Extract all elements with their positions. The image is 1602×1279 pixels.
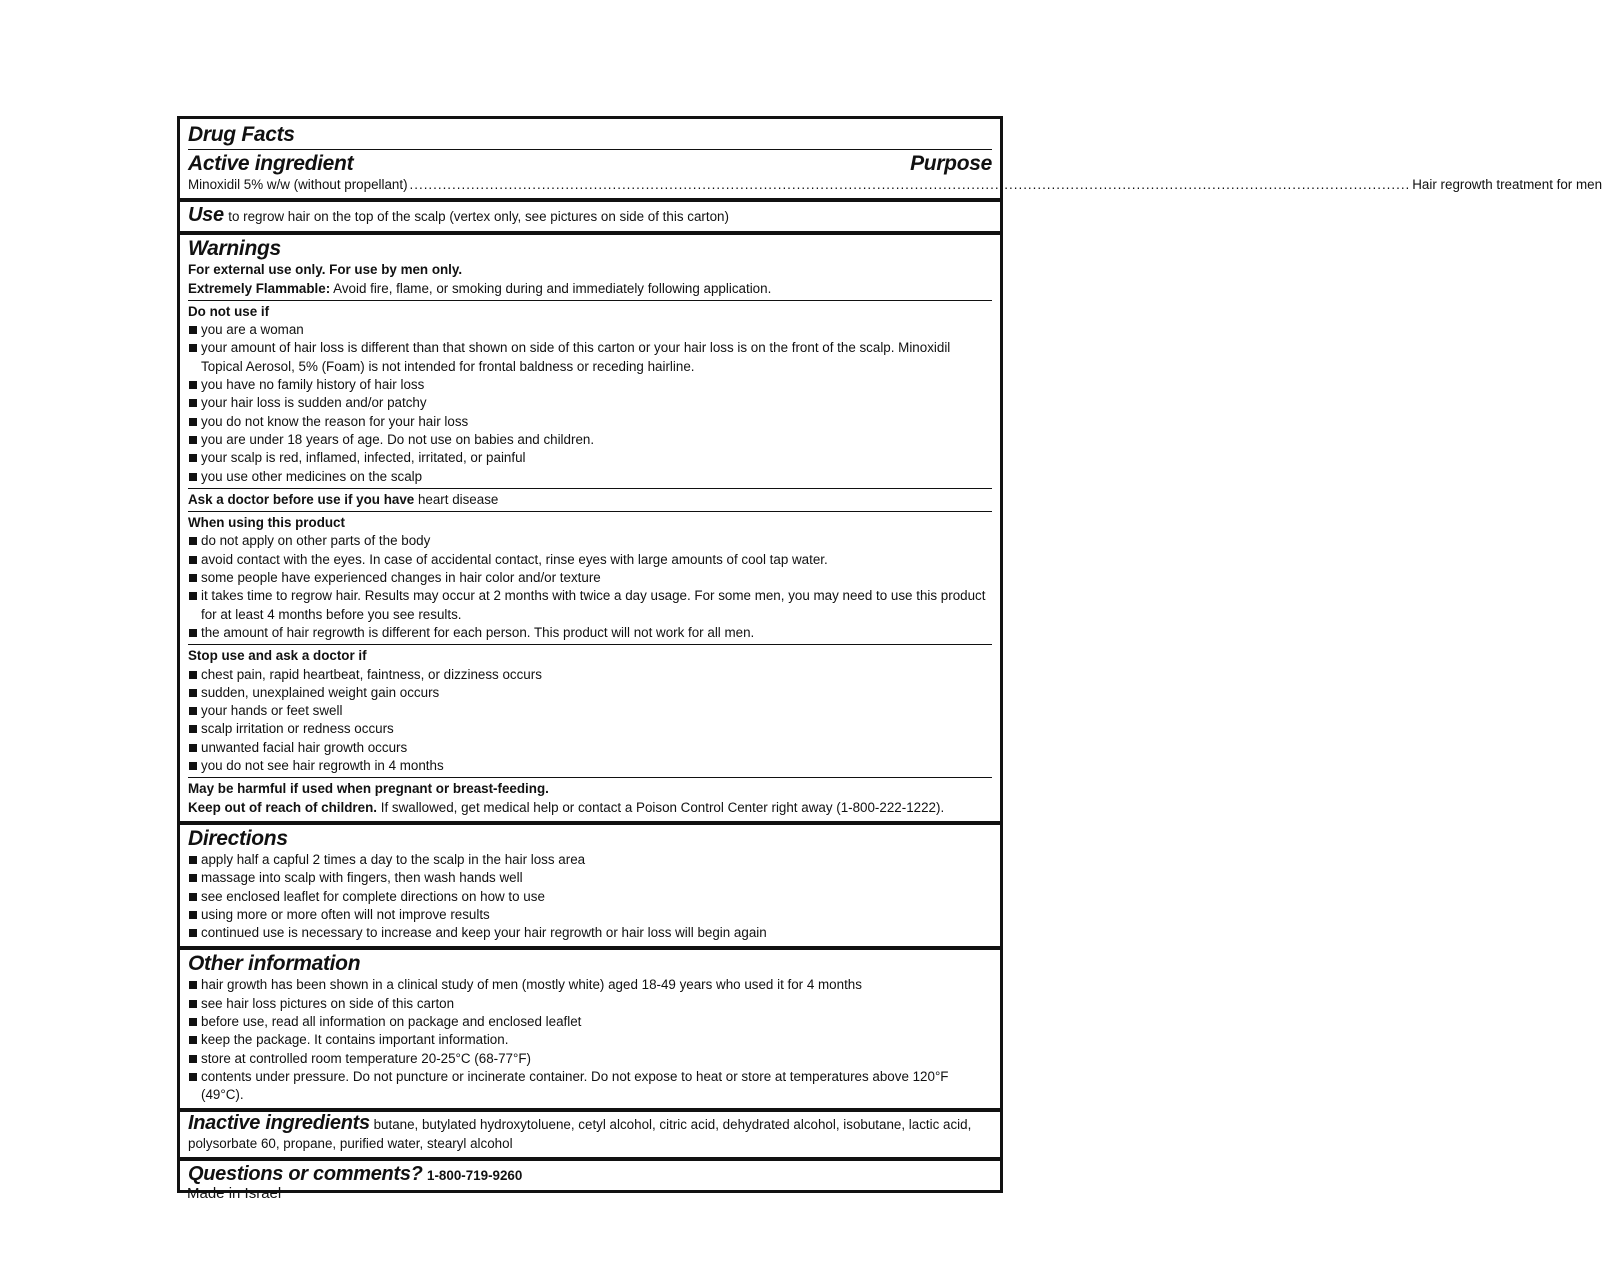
purpose-heading: Purpose — [910, 152, 992, 175]
list-item: you are a woman — [188, 321, 992, 339]
stop-use-section — [188, 644, 992, 775]
ingredient-text: Minoxidil 5% w/w (without propellant) — [188, 177, 408, 192]
list-item: unwanted facial hair growth occurs — [188, 739, 992, 757]
list-item: scalp irritation or redness occurs — [188, 720, 992, 738]
children-warning — [188, 799, 992, 817]
use-text: to regrow hair on the top of the scalp (vertex only, see pictures on side of this carton) — [228, 209, 729, 225]
purpose-text: Hair regrowth treatment for men — [1412, 177, 1602, 192]
other-info-section — [180, 946, 1000, 1108]
do-not-use-list — [188, 321, 992, 486]
flammable-line — [188, 280, 992, 298]
list-item: contents under pressure. Do not puncture or incinerate container. Do not expose to heat or store at temperatures above 120°F (49°C). — [188, 1068, 992, 1105]
flammable-label: Extremely Flammable: — [188, 280, 331, 296]
ingredient-heading-row — [188, 152, 992, 176]
drug-facts-header — [180, 119, 1602, 198]
ask-doctor-line — [188, 491, 992, 509]
inactive-block — [188, 1114, 992, 1153]
list-item: chest pain, rapid heartbeat, faintness, or dizziness occurs — [188, 666, 992, 684]
ask-doctor-label: Ask a doctor before use if you have — [188, 491, 415, 507]
list-item: avoid contact with the eyes. In case of accidental contact, rinse eyes with large amounts of cool tap water. — [188, 551, 992, 569]
stop-use-list — [188, 666, 992, 776]
list-item: your amount of hair loss is different than that shown on side of this carton or your hair loss is on the front of the scalp. Minoxidil Topical Aerosol, 5% (Foam) is not intended for frontal baldness or receding hairline. — [188, 339, 992, 376]
inactive-heading: Inactive ingredients — [188, 1112, 370, 1135]
list-item: you are under 18 years of age. Do not use on babies and children. — [188, 431, 992, 449]
other-info-heading: Other information — [188, 952, 361, 976]
children-text: If swallowed, get medical help or contact a Poison Control Center right away (1-800-222-1222). — [380, 799, 945, 815]
list-item: the amount of hair regrowth is different for each person. This product will not work for all men. — [188, 624, 992, 642]
list-item: some people have experienced changes in hair color and/or texture — [188, 569, 992, 587]
drug-facts-panel — [177, 116, 1602, 1193]
list-item: hair growth has been shown in a clinical study of men (mostly white) aged 18-49 years who used it for 4 months — [188, 976, 992, 994]
when-using-section — [188, 511, 992, 642]
when-using-list — [188, 532, 992, 642]
list-item: your hair loss is sudden and/or patchy — [188, 394, 992, 412]
divider — [188, 149, 992, 150]
made-in-text: Made in Israel — [187, 1185, 282, 1202]
other-info-list — [188, 976, 992, 1104]
list-item: you use other medicines on the scalp — [188, 468, 992, 486]
ingredient-row — [188, 176, 1602, 194]
directions-heading: Directions — [188, 826, 288, 850]
list-item: sudden, unexplained weight gain occurs — [188, 684, 992, 702]
list-item: using more or more often will not improve results — [188, 906, 992, 924]
questions-section — [180, 1157, 1000, 1190]
list-item: see enclosed leaflet for complete directions on how to use — [188, 888, 992, 906]
directions-list — [188, 851, 992, 942]
flammable-text: Avoid fire, flame, or smoking during and immediately following application. — [333, 280, 772, 296]
list-item: your scalp is red, inflamed, infected, irritated, or painful — [188, 449, 992, 467]
pregnancy-children-section — [188, 777, 992, 817]
use-heading: Use — [188, 204, 224, 227]
inactive-section — [180, 1108, 1000, 1157]
list-item: before use, read all information on package and enclosed leaflet — [188, 1013, 992, 1031]
ask-doctor-text: heart disease — [417, 491, 499, 507]
list-item: you do not know the reason for your hair loss — [188, 413, 992, 431]
stop-use-heading: Stop use and ask a doctor if — [188, 648, 367, 664]
list-item: do not apply on other parts of the body — [188, 532, 992, 550]
ask-doctor-section — [188, 488, 992, 509]
do-not-use-section — [188, 300, 992, 486]
list-item: you do not see hair regrowth in 4 months — [188, 757, 992, 775]
warnings-heading: Warnings — [188, 237, 281, 261]
when-using-heading: When using this product — [188, 515, 345, 531]
list-item: massage into scalp with fingers, then wash hands well — [188, 869, 992, 887]
list-item: keep the package. It contains important information. — [188, 1031, 992, 1049]
list-item: see hair loss pictures on side of this carton — [188, 995, 992, 1013]
list-item: it takes time to regrow hair. Results may occur at 2 months with twice a day usage. For some men, you may need to use this product for at least 4 months before you see results. — [188, 587, 992, 624]
drug-facts-title: Drug Facts — [188, 123, 295, 146]
warnings-section — [180, 231, 1000, 821]
list-item: you have no family history of hair loss — [188, 376, 992, 394]
leader-dots: .................................................................................................................................................................................................................... — [409, 177, 1411, 192]
use-section — [180, 198, 1000, 231]
active-ingredient-heading: Active ingredient — [188, 152, 354, 175]
pregnancy-warning: May be harmful if used when pregnant or breast-feeding. — [188, 781, 549, 797]
list-item: apply half a capful 2 times a day to the scalp in the hair loss area — [188, 851, 992, 869]
list-item: your hands or feet swell — [188, 702, 992, 720]
questions-heading: Questions or comments? — [188, 1163, 423, 1186]
external-use-text: For external use only. For use by men only. — [188, 262, 463, 278]
do-not-use-heading: Do not use if — [188, 303, 270, 319]
inactive-text: butane, butylated hydroxytoluene, cetyl alcohol, citric acid, dehydrated alcohol, isobutane, lactic acid, polysorbate 60, propane, purified water, stearyl alcohol — [188, 1117, 972, 1151]
children-label: Keep out of reach of children. — [188, 799, 377, 815]
directions-section — [180, 821, 1000, 946]
list-item: continued use is necessary to increase and keep your hair regrowth or hair loss will begin again — [188, 924, 992, 942]
list-item: store at controlled room temperature 20-25°C (68-77°F) — [188, 1050, 992, 1068]
questions-phone: 1-800-719-9260 — [427, 1168, 523, 1184]
